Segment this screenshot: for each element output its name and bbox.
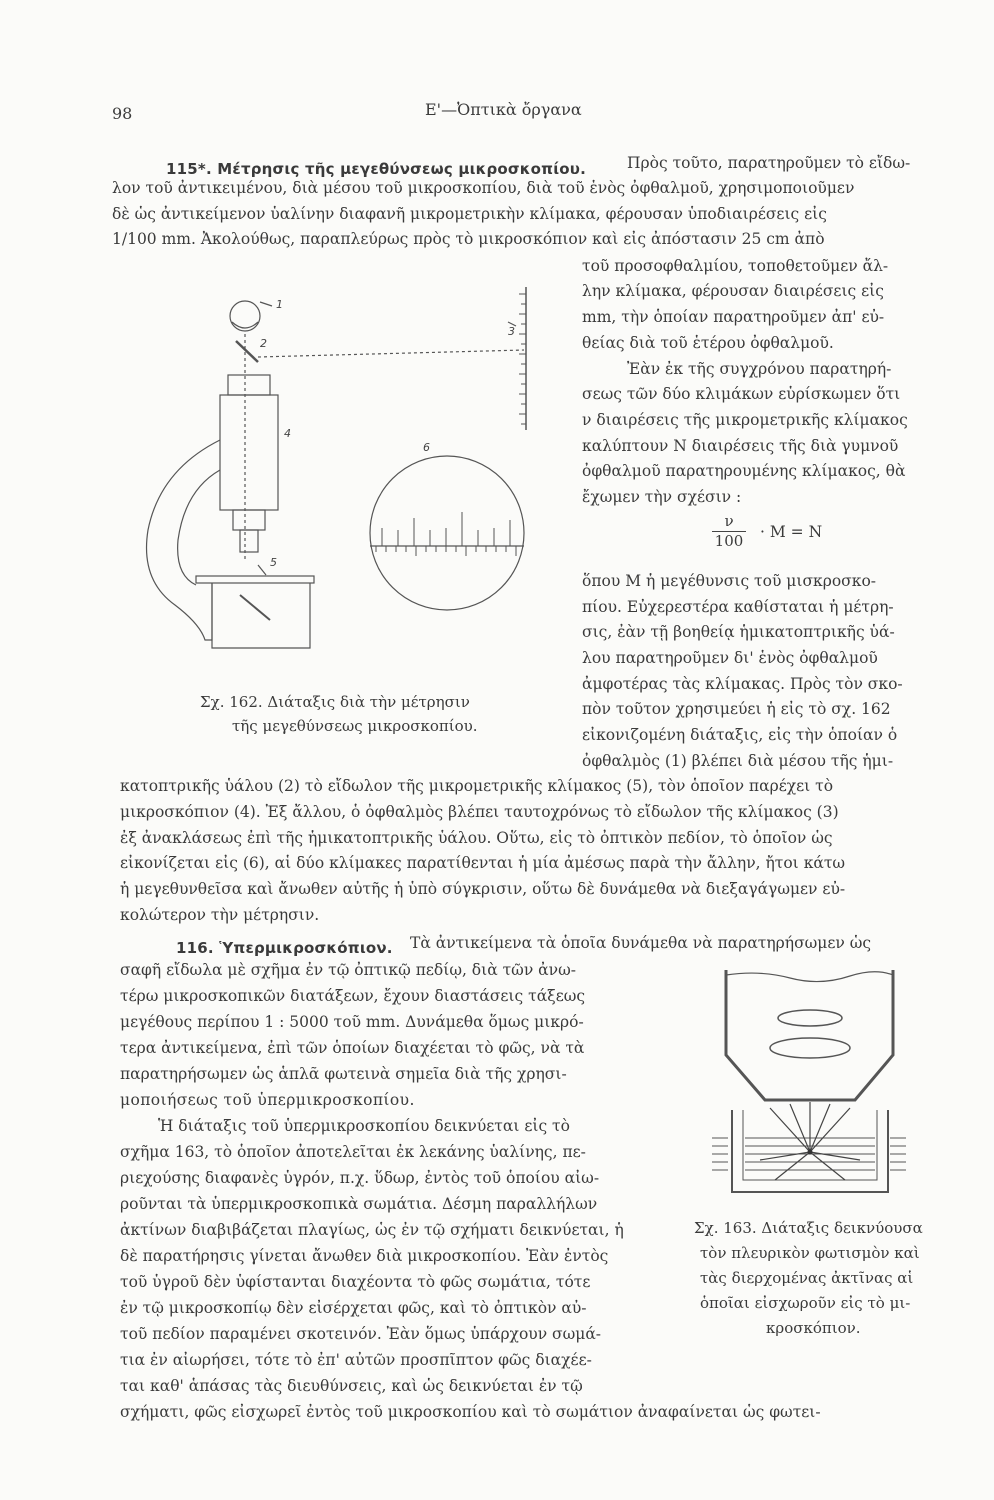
fig162-label-3: 3: [508, 325, 515, 338]
s116-line-18: σχήματι, φῶς εἰσχωρεῖ ἐντὸς τοῦ μικροσκοπίου καὶ τὸ σωμάτιον ἀναφαίνεται ὡς φωτει-: [120, 1403, 821, 1421]
s116-line-2: τέρω μικροσκοπικῶν διατάξεων, ἔχουν διαστάσεις τάξεως: [120, 987, 586, 1005]
s115-line-0: Πρὸς τοῦτο, παρατηροῦμεν τὸ εἴδω-: [627, 154, 911, 172]
formula-rest: · Μ = Ν: [760, 523, 823, 541]
s115-line-17: λου παρατηροῦμεν δι' ἑνὸς ὀφθαλμοῦ: [582, 649, 878, 667]
fig162-caption-line1: Σχ. 162. Διάταξις διὰ τὴν μέτρησιν: [200, 693, 470, 711]
s115-line-6: mm, τὴν ὁποίαν παρατηροῦμεν ἀπ' εὐ-: [582, 308, 885, 326]
s115-line-4: τοῦ προσοφθαλμίου, τοποθετοῦμεν ἄλ-: [582, 257, 889, 275]
s115-line-10: ν διαιρέσεις τῆς μικρομετρικῆς κλίμακος: [582, 411, 908, 429]
running-title: Ε'—Ὀπτικὰ ὄργανα: [425, 100, 582, 119]
fig163-caption-0: Σχ. 163. Διάταξις δεικνύουσα: [694, 1219, 923, 1237]
s115-line-25: εἰκονίζεται εἰς (6), αἱ δύο κλίμακες παρατίθενται ἡ μία ἀμέσως παρὰ τὴν ἄλλην, ἤτοι κάτω: [120, 854, 846, 872]
s116-line-17: ται καθ' ἁπάσας τὰς διευθύνσεις, καὶ ὡς δεικνύεται ἐν τῷ: [120, 1377, 583, 1395]
s116-line-12: δὲ παρατήρησις γίνεται ἄνωθεν διὰ μικροσκοπίου. Ἐὰν ἐντὸς: [120, 1247, 609, 1265]
particle: [808, 1150, 813, 1155]
s116-line-0: Τὰ ἀντικείμενα τὰ ὁποῖα δυνάμεθα νὰ παρατηρήσωμεν ὡς: [410, 934, 872, 952]
s115-line-12: ὀφθαλμοῦ παρατηρουμένης κλίμακος, θὰ: [582, 462, 906, 480]
s116-line-11: ἀκτίνων διαβιβάζεται πλαγίως, ὡς ἐν τῷ σχήματι δεικνύεται, ἡ: [120, 1221, 624, 1239]
s115-line-7: θείας διὰ τοῦ ἑτέρου ὀφθαλμοῦ.: [582, 334, 834, 352]
page-number: 98: [112, 104, 133, 123]
formula-numerator: ν: [724, 512, 734, 530]
s115-line-3: 1/100 mm. Ἀκολούθως, παραπλεύρως πρὸς τὸ μικροσκόπιον καὶ εἰς ἀπόστασιν 25 cm ἀπὸ: [112, 230, 825, 248]
fig163-caption-2: τὰς διερχομένας ἀκτῖνας αἱ: [700, 1269, 914, 1287]
s115-line-14: ὅπου Μ ἡ μεγέθυνσις τοῦ μισκροσκο-: [582, 572, 877, 590]
s115-line-16: σις, ἐὰν τῇ βοηθείᾳ ἡμικατοπτρικῆς ὑά-: [582, 623, 895, 641]
s115-line-9: σεως τῶν δύο κλιμάκων εὑρίσκωμεν ὅτι: [582, 385, 901, 403]
s116-line-4: τερα ἀντικείμενα, ἐπὶ τῶν ὁποίων διαχέεται τὸ φῶς, νὰ τὰ: [120, 1039, 585, 1057]
s116-line-8: σχῆμα 163, τὸ ὁποῖον ἀποτελεῖται ἐκ λεκάνης ὑαλίνης, πε-: [120, 1143, 586, 1161]
s115-line-27: κολώτερον τὴν μέτρησιν.: [120, 906, 320, 924]
formula-denominator: 100: [714, 532, 744, 550]
s115-line-20: εἰκονιζομένη διάταξις, εἰς τὴν ὁποίαν ὁ: [582, 726, 898, 744]
s116-line-10: ροῦνται τὰ ὑπερμικροσκοπικὰ σωμάτια. Δέσμη παραλλήλων: [120, 1195, 598, 1213]
fig163-caption-3: ὁποῖαι εἰσχωροῦν εἰς τὸ μι-: [700, 1294, 911, 1312]
s116-line-16: τια ἐν αἰωρήσει, τότε τὸ ἐπ' αὐτῶν προσπῖπτον φῶς διαχέε-: [120, 1351, 592, 1369]
s115-line-15: πίου. Εὐχερεστέρα καθίσταται ἡ μέτρη-: [582, 598, 894, 616]
s115-line-21: ὀφθαλμὸς (1) βλέπει διὰ μέσου τῆς ἡμι-: [582, 752, 894, 770]
fig162-caption-line2: τῆς μεγεθύνσεως μικροσκοπίου.: [232, 717, 478, 735]
s116-line-13: τοῦ ὑγροῦ δὲν ὑφίστανται διαχέοντα τὸ φῶς σωμάτια, τότε: [120, 1273, 591, 1291]
section-116-heading: 116. Ὑπερμικροσκόπιον.: [176, 939, 393, 957]
s115-line-1: λον τοῦ ἀντικειμένου, διὰ μέσου τοῦ μικροσκοπίου, διὰ τοῦ ἑνὸς ὀφθαλμοῦ, χρησιμοποιοῦμεν: [112, 179, 855, 197]
s115-line-18: ἀμφοτέρας τὰς κλίμακας. Πρὸς τὸν σκο-: [582, 675, 903, 693]
fig162-label-5: 5: [270, 556, 277, 569]
fig163-caption-4: κροσκόπιον.: [766, 1319, 861, 1337]
s116-line-5: παρατηρήσωμεν ὡς ἁπλᾶ φωτεινὰ σημεῖα διὰ τῆς χρησι-: [120, 1065, 567, 1083]
fig163-caption-1: τὸν πλευρικὸν φωτισμὸν καὶ: [700, 1244, 920, 1262]
s115-line-26: ἡ μεγεθυνθεῖσα καὶ ἄνωθεν αὐτῆς ἡ ὑπὸ σύγκρισιν, οὕτω δὲ δυνάμεθα νὰ διεξαγάγωμεν εὐ-: [120, 880, 846, 898]
s115-line-5: λην κλίμακα, φέρουσαν διαιρέσεις εἰς: [582, 282, 884, 300]
section-115-heading: 115*. Μέτρησις τῆς μεγεθύνσεως μικροσκοπίου.: [166, 160, 587, 178]
fig162-label-6: 6: [423, 441, 430, 454]
s116-line-15: τοῦ πεδίον παραμένει σκοτεινόν. Ἐὰν ὅμως ὑπάρχουν σωμά-: [120, 1325, 602, 1343]
s115-line-19: πὸν τοῦτον χρησιμεύει ἡ εἰς τὸ σχ. 162: [582, 700, 891, 718]
s115-line-11: καλύπτουν Ν διαιρέσεις τῆς διὰ γυμνοῦ: [582, 437, 899, 455]
s116-line-7: Ἡ διάταξις τοῦ ὑπερμικροσκοπίου δεικνύεται εἰς τὸ: [158, 1117, 570, 1135]
scattered-rays: [760, 1102, 860, 1180]
fig162-label-1: 1: [276, 298, 283, 311]
s116-line-9: ριεχούσης διαφανὲς ὑγρόν, π.χ. ὕδωρ, ἐντὸς τοῦ ὁποίου αἰω-: [120, 1169, 600, 1187]
s116-line-3: μεγέθους περίπου 1 : 5000 τοῦ mm. Δυνάμεθα ὅμως μικρό-: [120, 1013, 584, 1031]
s115-line-8: Ἐὰν ἐκ τῆς συγχρόνου παρατηρή-: [627, 360, 892, 378]
s115-line-22: κατοπτρικῆς ὑάλου (2) τὸ εἴδωλον τῆς μικρομετρικῆς κλίμακος (5), τὸν ὁποῖον παρέχει τὸ: [120, 777, 834, 795]
s115-line-2: δὲ ὡς ἀντικείμενον ὑαλίνην διαφανῆ μικρομετρικὴν κλίμακα, φέρουσαν ὑποδιαιρέσεις εἰς: [112, 205, 827, 223]
s115-line-24: ἐξ ἀνακλάσεως ἐπὶ τῆς ἡμικατοπτρικῆς ὑάλου. Οὕτω, εἰς τὸ ὀπτικὸν πεδίον, τὸ ὁποῖον ὡς: [120, 829, 833, 847]
s115-line-13: ἔχωμεν τὴν σχέσιν :: [582, 488, 742, 506]
fig162-label-4: 4: [284, 427, 291, 440]
s115-line-23: μικροσκόπιον (4). Ἐξ ἄλλου, ὁ ὀφθαλμὸς βλέπει ταυτοχρόνως τὸ εἴδωλον τῆς κλίμακος (3): [120, 803, 839, 821]
s116-line-1: σαφῆ εἴδωλα μὲ σχῆμα ἐν τῷ ὀπτικῷ πεδίῳ, διὰ τῶν ἀνω-: [120, 961, 576, 979]
s116-line-6: μοποιήσεως τοῦ ὑπερμικροσκοπίου.: [120, 1091, 415, 1109]
s116-line-14: ἐν τῷ μικροσκοπίῳ δὲν εἰσέρχεται φῶς, καὶ τὸ ὀπτικὸν αὐ-: [120, 1299, 587, 1317]
fig162-label-2: 2: [260, 337, 267, 350]
